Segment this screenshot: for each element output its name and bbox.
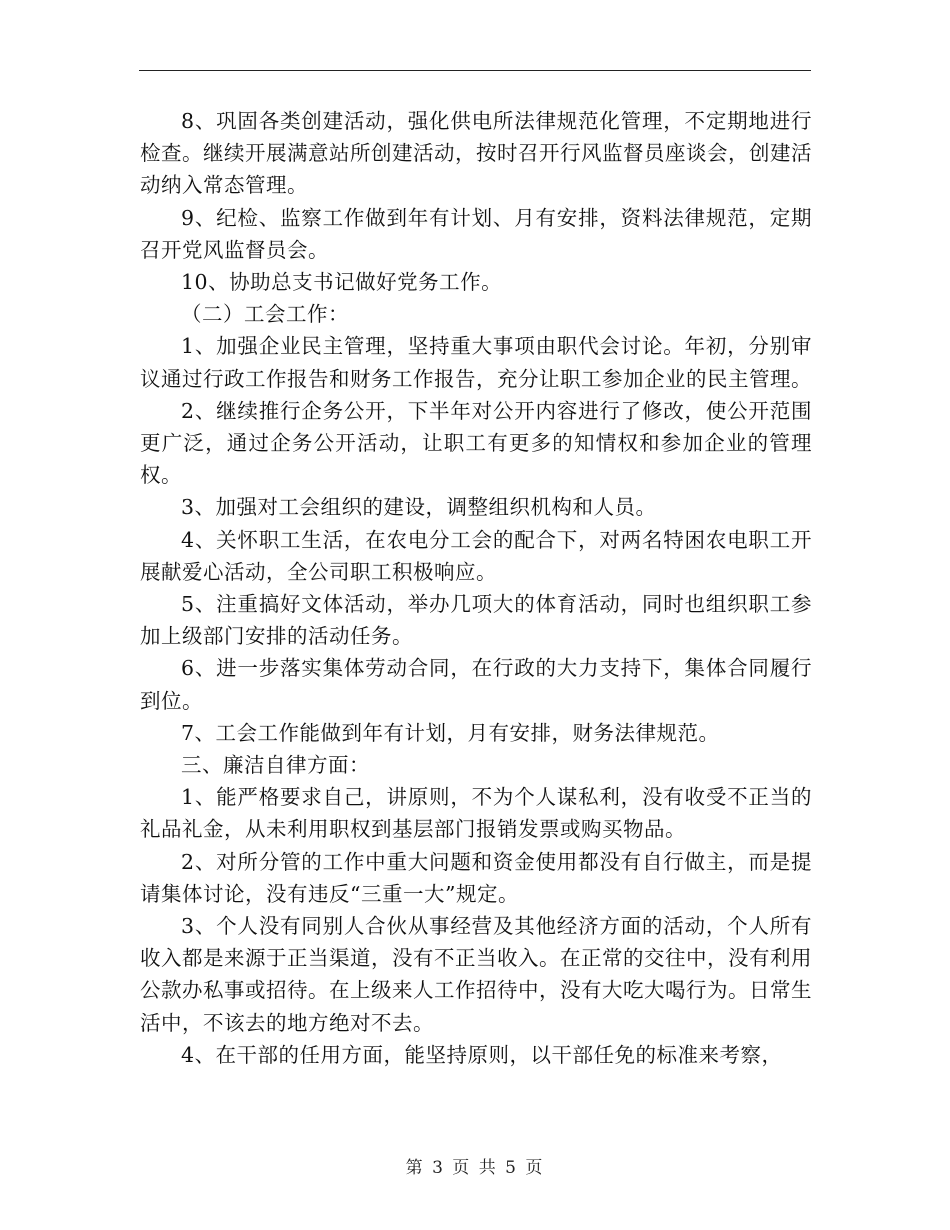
section-heading-integrity: 三、廉洁自律方面： xyxy=(181,753,370,778)
paragraph-integrity-3: 3、个人没有同别人合伙从事经营及其他经济方面的活动，个人所有收入都是来源于正当渠道，没有不正当收入。在正常的交往中，没有利用公款办私事或招待。在上级来人工作招待中，没有大吃大喝行为。日常生活中，不该去的地方绝对不去。 xyxy=(140,914,812,1035)
paragraph-integrity-1: 1、能严格要求自己，讲原则，不为个人谋私利，没有收受不正当的礼品礼金，从未利用职权到基层部门报销发票或购买物品。 xyxy=(140,785,812,842)
document-body xyxy=(140,105,812,1071)
paragraph-integrity-4: 4、在干部的任用方面，能坚持原则，以干部任免的标准来考察， xyxy=(181,1042,783,1067)
paragraph-union-7: 7、工会工作能做到年有计划，月有安排，财务法律规范。 xyxy=(181,720,720,745)
paragraph-item-8: 8、巩固各类创建活动，强化供电所法律规范化管理，不定期地进行检查。继续开展满意站所创建活动，按时召开行风监督员座谈会，创建活动纳入常态管理。 xyxy=(140,109,812,198)
paragraph-item-10: 10、协助总支书记做好党务工作。 xyxy=(181,270,503,295)
header-rule xyxy=(139,70,811,71)
paragraph-item-9: 9、纪检、监察工作做到年有计划、月有安排，资料法律规范，定期召开党风监督员会。 xyxy=(140,205,812,262)
paragraph-union-6: 6、进一步落实集体劳动合同，在行政的大力支持下，集体合同履行到位。 xyxy=(140,656,812,713)
paragraph-union-4: 4、关怀职工生活，在农电分工会的配合下，对两名特困农电职工开展献爱心活动，全公司职工积极响应。 xyxy=(140,527,812,584)
paragraph-union-5: 5、注重搞好文体活动，举办几项大的体育活动，同时也组织职工参加上级部门安排的活动任务。 xyxy=(140,592,812,649)
page-number-footer: 第 3 页 共 5 页 xyxy=(405,1158,545,1178)
paragraph-integrity-2: 2、对所分管的工作中重大问题和资金使用都没有自行做主，而是提请集体讨论，没有违反“三重一大”规定。 xyxy=(140,849,812,906)
paragraph-union-2: 2、继续推行企务公开，下半年对公开内容进行了修改，使公开范围更广泛，通过企务公开活动，让职工有更多的知情权和参加企业的管理权。 xyxy=(140,398,812,488)
paragraph-union-3: 3、加强对工会组织的建设，调整组织机构和人员。 xyxy=(181,495,657,520)
section-heading-union-work: （二）工会工作： xyxy=(181,302,349,327)
paragraph-union-1: 1、加强企业民主管理，坚持重大事项由职代会讨论。年初，分别审议通过行政工作报告和财务工作报告，充分让职工参加企业的民主管理。 xyxy=(140,334,812,391)
